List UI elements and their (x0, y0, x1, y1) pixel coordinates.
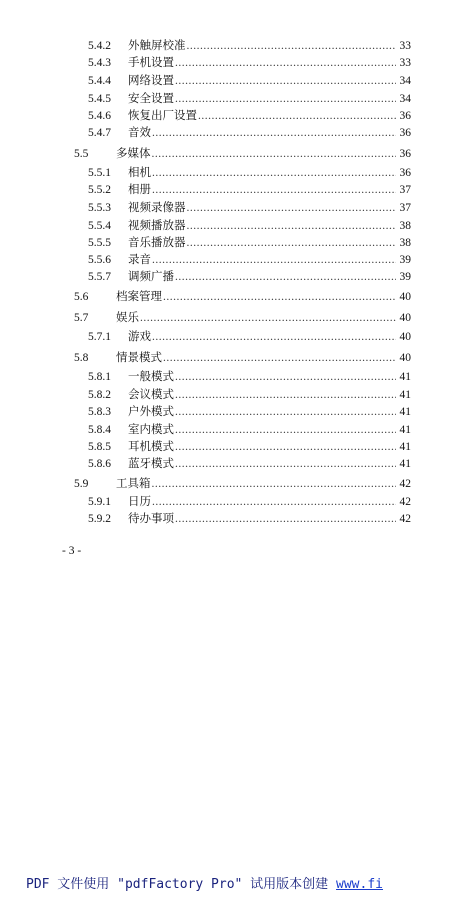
toc-leader-dots (187, 219, 397, 234)
toc-leader-dots (163, 351, 396, 366)
toc-entry-number: 5.5.6 (88, 254, 111, 266)
toc-entry[interactable] (88, 74, 411, 89)
toc-entry-page: 41 (399, 458, 411, 470)
toc-entry-page: 41 (399, 441, 411, 453)
toc-entry-title: 情景模式 (116, 352, 162, 364)
toc-leader-dots (163, 290, 396, 305)
page-number: - 3 - (62, 545, 82, 557)
toc-entry[interactable] (88, 236, 411, 251)
toc-leader-dots (175, 370, 396, 385)
toc-leader-dots (187, 201, 397, 216)
toc-entry-title: 相机 (128, 167, 151, 179)
toc-leader-dots (152, 253, 396, 268)
toc-entry-page: 36 (399, 167, 411, 179)
toc-entry-page: 42 (399, 496, 411, 508)
toc-entry-title: 娱乐 (116, 312, 139, 324)
toc-leader-dots (152, 183, 396, 198)
toc-entry[interactable] (88, 183, 411, 198)
toc-entry[interactable] (88, 109, 411, 124)
toc-entry-number: 5.9.2 (88, 513, 111, 525)
toc-entry-title: 工具箱 (116, 478, 151, 490)
toc-entry-title: 游戏 (128, 331, 151, 343)
toc-entry-title: 调频广播 (128, 271, 174, 283)
toc-entry-title: 耳机模式 (128, 441, 174, 453)
toc-entry-number: 5.8.2 (88, 389, 111, 401)
toc-entry-title: 安全设置 (128, 93, 174, 105)
toc-entry-number: 5.4.2 (88, 40, 111, 52)
toc-leader-dots (175, 440, 396, 455)
toc-leader-dots (152, 166, 396, 181)
toc-entry[interactable] (74, 147, 411, 162)
toc-entry-title: 视频录像器 (128, 202, 186, 214)
toc-leader-dots (152, 495, 396, 510)
toc-entry-title: 相册 (128, 184, 151, 196)
toc-leader-dots (175, 74, 396, 89)
toc-entry-number: 5.8 (74, 352, 89, 364)
toc-entry-page: 33 (399, 57, 411, 69)
toc-entry-number: 5.4.6 (88, 110, 111, 122)
toc-leader-dots (152, 330, 396, 345)
toc-entry[interactable] (74, 477, 411, 492)
toc-entry-number: 5.7 (74, 312, 89, 324)
toc-entry-number: 5.4.4 (88, 75, 111, 87)
toc-leader-dots (152, 126, 396, 141)
toc-entry-number: 5.5.2 (88, 184, 111, 196)
toc-entry-title: 户外模式 (128, 406, 174, 418)
toc-entry-page: 38 (399, 237, 411, 249)
toc-entry[interactable] (74, 311, 411, 326)
toc-entry-page: 40 (399, 312, 411, 324)
toc-leader-dots (152, 477, 397, 492)
toc-entry-title: 室内模式 (128, 424, 174, 436)
toc-entry[interactable] (88, 423, 411, 438)
toc-entry[interactable] (88, 126, 411, 141)
toc-entry[interactable] (88, 495, 411, 510)
toc-entry-title: 网络设置 (128, 75, 174, 87)
toc-entry-page: 37 (399, 202, 411, 214)
toc-entry[interactable] (88, 457, 411, 472)
toc-entry-title: 恢复出厂设置 (128, 110, 197, 122)
toc-entry-page: 34 (399, 93, 411, 105)
toc-entry-page: 42 (399, 513, 411, 525)
toc-entry-number: 5.9 (74, 478, 89, 490)
toc-leader-dots (175, 423, 396, 438)
toc-entry-page: 33 (399, 40, 411, 52)
toc-entry-number: 5.8.3 (88, 406, 111, 418)
toc-entry-title: 多媒体 (116, 148, 151, 160)
toc-entry-page: 41 (399, 371, 411, 383)
toc-entry-title: 音乐播放器 (128, 237, 186, 249)
toc-entry[interactable] (88, 405, 411, 420)
toc-entry[interactable] (74, 351, 411, 366)
toc-entry-number: 5.4.5 (88, 93, 111, 105)
toc-entry-page: 34 (399, 75, 411, 87)
toc-entry-number: 5.6 (74, 291, 89, 303)
toc-entry-number: 5.9.1 (88, 496, 111, 508)
toc-entry-title: 会议模式 (128, 389, 174, 401)
toc-entry-number: 5.5 (74, 148, 89, 160)
toc-leader-dots (175, 457, 396, 472)
toc-entry-page: 42 (399, 478, 411, 490)
toc-leader-dots (175, 388, 396, 403)
toc-entry[interactable] (88, 388, 411, 403)
toc-entry-title: 日历 (128, 496, 151, 508)
toc-entry[interactable] (88, 92, 411, 107)
toc-entry-number: 5.8.5 (88, 441, 111, 453)
toc-entry[interactable] (88, 253, 411, 268)
toc-leader-dots (187, 39, 397, 54)
toc-entry-page: 41 (399, 424, 411, 436)
toc-leader-dots (175, 512, 396, 527)
toc-entry[interactable] (88, 370, 411, 385)
toc-entry-title: 蓝牙模式 (128, 458, 174, 470)
toc-entry-title: 外触屏校准 (128, 40, 186, 52)
toc-entry[interactable] (74, 290, 411, 305)
toc-entry-title: 视频播放器 (128, 220, 186, 232)
toc-entry-title: 音效 (128, 127, 151, 139)
toc-entry-page: 36 (399, 148, 411, 160)
toc-leader-dots (175, 56, 396, 71)
toc-entry[interactable] (88, 330, 411, 345)
toc-entry[interactable] (88, 440, 411, 455)
toc-entry-number: 5.5.7 (88, 271, 111, 283)
toc-entry-title: 待办事项 (128, 513, 174, 525)
toc-leader-dots (175, 92, 396, 107)
toc-entry-page: 40 (399, 352, 411, 364)
toc-entry-title: 档案管理 (116, 291, 162, 303)
toc-entry-page: 38 (399, 220, 411, 232)
toc-entry-page: 36 (399, 110, 411, 122)
toc-leader-dots (140, 311, 396, 326)
toc-entry-number: 5.7.1 (88, 331, 111, 343)
toc-leader-dots (198, 109, 396, 124)
toc-entry-page: 41 (399, 406, 411, 418)
toc-leader-dots (187, 236, 397, 251)
footer-link[interactable]: www.fi (336, 877, 383, 892)
toc-entry-page: 40 (399, 331, 411, 343)
toc-entry-page: 36 (399, 127, 411, 139)
toc-entry-number: 5.8.4 (88, 424, 111, 436)
toc-entry[interactable] (88, 39, 411, 54)
toc-entry-number: 5.5.3 (88, 202, 111, 214)
toc-entry-number: 5.5.5 (88, 237, 111, 249)
toc-entry[interactable] (88, 166, 411, 181)
toc-entry-title: 手机设置 (128, 57, 174, 69)
toc-entry-page: 37 (399, 184, 411, 196)
toc-entry-page: 39 (399, 254, 411, 266)
toc-entry-number: 5.5.1 (88, 167, 111, 179)
toc-leader-dots (152, 147, 397, 162)
toc-entry-number: 5.4.7 (88, 127, 111, 139)
pdf-footer-notice (26, 876, 454, 894)
toc-entry-number: 5.4.3 (88, 57, 111, 69)
toc-entry[interactable] (88, 201, 411, 216)
toc-entry-page: 39 (399, 271, 411, 283)
toc-entry-number: 5.5.4 (88, 220, 111, 232)
toc-entry-page: 40 (399, 291, 411, 303)
toc-entry[interactable] (88, 56, 411, 71)
toc-entry-number: 5.8.1 (88, 371, 111, 383)
toc-entry[interactable] (88, 512, 411, 527)
toc-leader-dots (175, 270, 396, 285)
toc-entry-page: 41 (399, 389, 411, 401)
toc-entry[interactable] (88, 270, 411, 285)
toc-leader-dots (175, 405, 396, 420)
toc-entry-title: 录音 (128, 254, 151, 266)
toc-entry[interactable] (88, 219, 411, 234)
footer-text: PDF 文件使用 "pdfFactory Pro" 试用版本创建 (26, 877, 337, 892)
toc-entry-title: 一般模式 (128, 371, 174, 383)
toc-entry-number: 5.8.6 (88, 458, 111, 470)
